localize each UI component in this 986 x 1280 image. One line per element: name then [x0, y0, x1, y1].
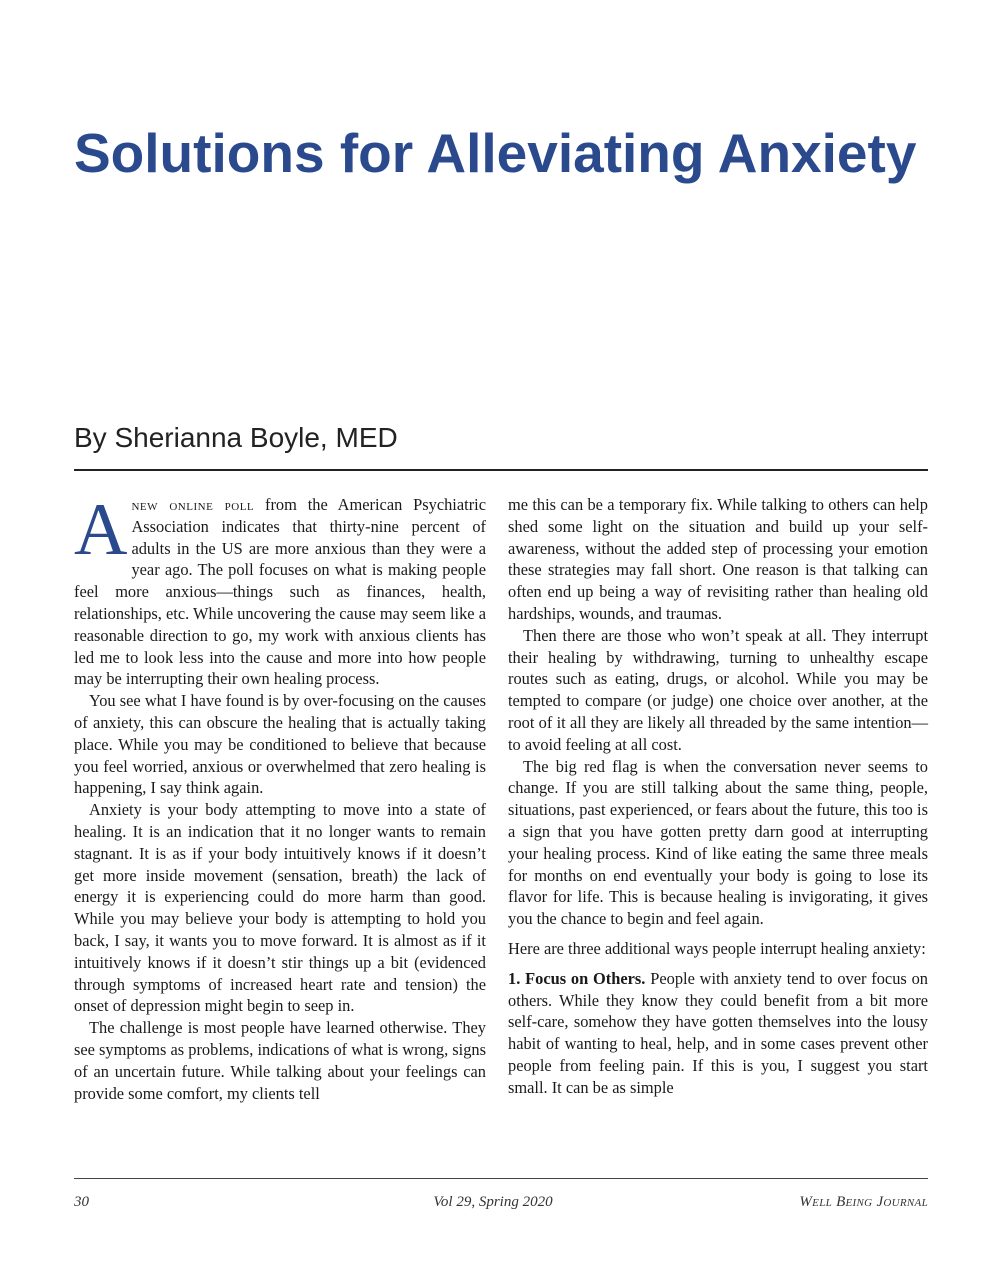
lead-paragraph: [74, 489, 486, 690]
left-column: [74, 489, 487, 1104]
paragraph: Anxiety is your body attempting to move into a state of healing. It is an indication that it no longer wants to remain stagnant. It is as if your body intuitively knows if it doesn’t get more inside movement (sensation, breath) the lack of energy it is experiencing could do more harm than good. While you may believe your body is attempting to hold you back, I say, it wants you to move forward. It is almost as if it intuitively knows if it doesn’t stir things up a bit (evidenced through symptoms of increased heart rate and tension) the onset of depression might begin to seep in.: [74, 800, 486, 1016]
list-item-heading: 1. Focus on Others.: [508, 968, 646, 988]
header-divider: [74, 469, 928, 471]
paragraph: The big red flag is when the conversation never seems to change. If you are still talking about the same thing, people, situations, past experienced, or fears about the future, this too is a sign that you have gotten pretty darn good at interrupting your healing process. Kind of like eating the same three meals for months on end eventually your body is going to lose its flavor for life. This is because healing is invigorating, it gives you the chance to begin and feel again.: [508, 756, 928, 929]
drop-cap: A: [74, 489, 128, 571]
list-item-text: People with anxiety tend to over focus on others. While they know they could benefit from a bit more self-care, somehow they have gotten themselves into the lousy habit of wanting to heal, help, and in some cases prevent other people from feeling pain. If this is you, I suggest you start small. It can be as simple: [508, 968, 928, 1097]
lead-text: from the American Psychiatric Association indicates that thirty-nine percent of adults in the US are more anxious than they were a year ago. The poll focuses on what is making people feel more anxious—things such as finances, health, relationships, etc. While uncovering the cause may seem like a reasonable direction to go, my work with anxious clients has led me to look less into the cause and more into how people may be interrupting their own healing process.: [74, 495, 486, 689]
paragraph: me this can be a temporary fix. While talking to others can help shed some light on the situation and build up your self-awareness, without the added step of processing your emotion these strategies may fall short. One reason is that talking can often end up being a way of revisiting rather than healing old hardships, wounds, and traumas.: [508, 495, 928, 623]
paragraph: You see what I have found is by over-focusing on the causes of anxiety, this can obscure the healing that is actually taking place. While you may be conditioned to believe that because you feel worried, anxious or overwhelmed that zero healing is happening, I say think again.: [74, 691, 486, 798]
page-number: 30: [74, 1194, 89, 1210]
publication-name: Well Being Journal: [799, 1194, 928, 1210]
page-title: Solutions for Alleviating Anxiety: [74, 122, 917, 184]
paragraph: The challenge is most people have learned otherwise. They see symptoms as problems, indications of what is wrong, signs of an uncertain future. While talking about your feelings can provide some comfort, my clients tell: [74, 1018, 487, 1103]
lead-smallcaps: new online poll: [131, 495, 255, 514]
right-column: [508, 494, 928, 1099]
list-item: [508, 968, 928, 1099]
paragraph: Here are three additional ways people interrupt healing anxiety:: [508, 938, 926, 958]
issue-label: Vol 29, Spring 2020: [433, 1194, 553, 1210]
author-byline: By Sherianna Boyle, MED: [74, 422, 398, 453]
footer-divider: [74, 1178, 928, 1179]
paragraph: Then there are those who won’t speak at all. They interrupt their healing by withdrawing, turning to unhealthy escape routes such as eating, drugs, or alcohol. While you may be tempted to compare (or judge) one choice over another, at the root of it all they are likely all threaded by the same intention—to avoid feeling at all cost.: [508, 625, 928, 754]
